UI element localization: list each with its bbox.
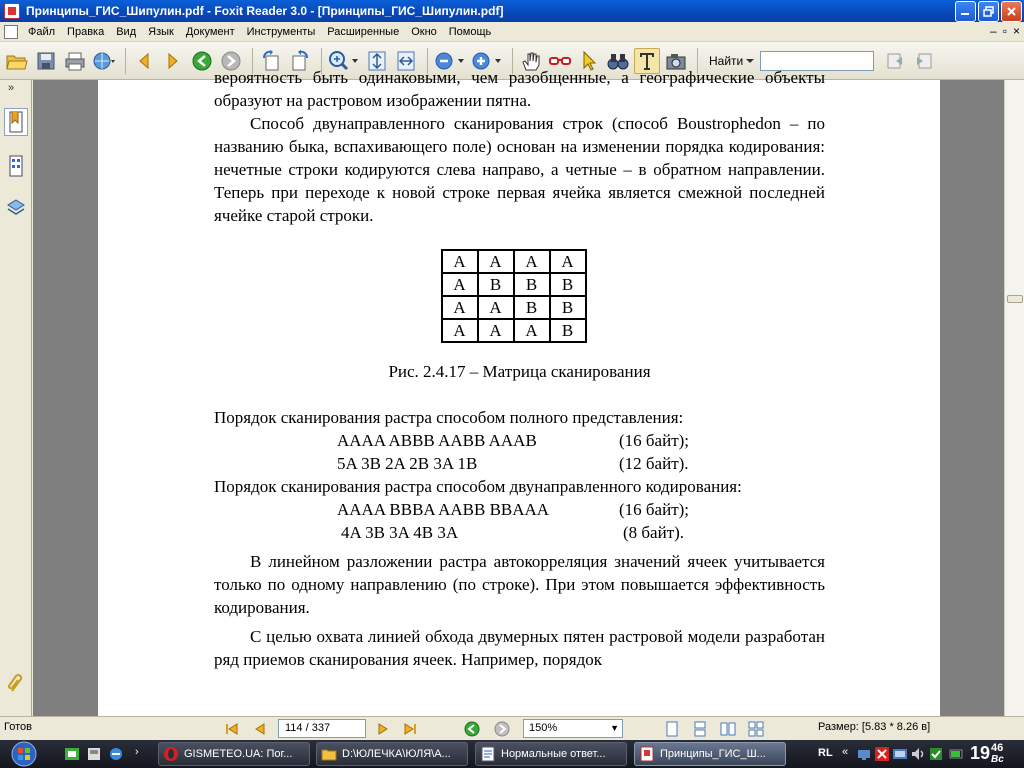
quicklaunch-more-icon[interactable]: ›: [135, 746, 139, 758]
foxit-app-icon[interactable]: [4, 3, 20, 19]
continuous-view-button[interactable]: [692, 721, 708, 737]
previous-page-button[interactable]: [131, 48, 157, 74]
doc-close-icon[interactable]: ×: [1012, 24, 1020, 38]
quicklaunch-ie-icon[interactable]: [108, 746, 124, 762]
folder-icon: [321, 746, 337, 762]
chevron-down-icon: ▼: [610, 723, 619, 733]
single-page-view-button[interactable]: [664, 721, 680, 737]
paperclip-icon: [6, 673, 26, 695]
find-dropdown-icon[interactable]: [746, 57, 754, 65]
vertical-scrollbar[interactable]: [1004, 80, 1024, 716]
close-icon: [1006, 6, 1017, 17]
status-bar: [0, 716, 1024, 740]
scrollbar-thumb[interactable]: [1007, 295, 1023, 303]
scan-sequence-line: [214, 429, 825, 452]
print-button[interactable]: [62, 48, 88, 74]
facing-view-button[interactable]: [720, 721, 736, 737]
matrix-cell: B: [514, 273, 550, 296]
windows-start-icon: [10, 740, 38, 768]
page-content: [214, 66, 825, 671]
byte-count: (16 байт);: [619, 431, 690, 450]
clock-hours: 19: [970, 743, 991, 763]
matrix-cell: B: [478, 273, 514, 296]
paragraph: Порядок сканирования растра способом полного представления:: [214, 408, 684, 427]
status-text: Готов: [4, 721, 32, 733]
start-button[interactable]: [4, 740, 44, 768]
find-next-button[interactable]: [911, 48, 937, 74]
taskbar-item-word[interactable]: Нормальные ответ...: [475, 742, 627, 766]
foxit-reader-icon: [639, 746, 655, 762]
restore-icon: [983, 6, 994, 17]
doc-restore-icon[interactable]: ▫: [1002, 24, 1007, 38]
save-button[interactable]: [33, 48, 59, 74]
find-label: Найти: [709, 53, 744, 68]
pages-tab[interactable]: [4, 152, 28, 180]
scan-sequence-line: [214, 521, 825, 544]
matrix-cell: A: [442, 250, 478, 273]
status-forward-button[interactable]: [494, 721, 510, 737]
scan-sequence-line: [214, 498, 825, 521]
scan-sequence: 5A 3B 2A 2B 3A 1B: [337, 454, 478, 473]
tray-volume-icon[interactable]: [910, 746, 926, 762]
table-row: [442, 273, 586, 296]
close-button[interactable]: [1001, 1, 1022, 22]
byte-count: (8 байт).: [623, 523, 685, 542]
bookmark-icon: [8, 111, 24, 133]
matrix-cell: B: [550, 319, 586, 342]
document-window-controls: [990, 24, 1020, 38]
toolbar-separator: [125, 48, 126, 74]
scan-sequence: AAAA ABBB AABB AAAB: [337, 431, 537, 450]
matrix-cell: A: [442, 319, 478, 342]
find-previous-button[interactable]: [882, 48, 908, 74]
email-button[interactable]: [91, 48, 117, 74]
page-number-field[interactable]: 114 / 337: [278, 719, 366, 738]
globe-email-icon: [92, 51, 116, 71]
continuous-page-icon: [693, 721, 707, 737]
tray-security-icon[interactable]: [928, 746, 944, 762]
paragraph: С целью охвата линией обхода двумерных пятен растровой модели разработан ряд приемов сканирования ячеек. Например, порядок: [214, 627, 825, 669]
opera-icon: [163, 746, 179, 762]
matrix-cell: A: [442, 296, 478, 319]
navigation-pane: [0, 80, 32, 716]
clock-day: Вс: [991, 754, 1004, 765]
tray-expand-icon[interactable]: «: [842, 746, 849, 758]
taskbar-item-folder[interactable]: D:\ЮЛЕЧКА\ЮЛЯ\А...: [316, 742, 468, 766]
scan-sequence-line: [214, 452, 825, 475]
quicklaunch-app-icon[interactable]: [64, 746, 80, 762]
menu-language[interactable]: Язык: [148, 25, 174, 38]
bookmarks-tab[interactable]: [4, 108, 28, 136]
scanning-matrix: [441, 249, 587, 343]
menu-window[interactable]: Окно: [411, 25, 437, 38]
last-page-button[interactable]: [402, 721, 418, 737]
table-row: [442, 250, 586, 273]
menu-bar: [0, 22, 1024, 42]
paragraph: Порядок сканирования растра способом двунаправленного кодирования:: [214, 477, 742, 496]
attachments-tab[interactable]: [4, 670, 28, 698]
back-circle-icon: [464, 721, 480, 737]
first-page-button[interactable]: [224, 721, 240, 737]
restore-button[interactable]: [978, 1, 999, 22]
matrix-cell: A: [550, 250, 586, 273]
menu-help[interactable]: Помощь: [448, 25, 492, 38]
forward-circle-icon: [494, 721, 510, 737]
paragraph: Способ двунаправленного сканирования строк (способ Boustrophedon – по названию быка, вспахивающего поле) основан на изменении порядка кодирования: нечетные строки кодируются слева направо, а четные – в обратном направлении. Теперь при переходе к новой строке первая ячейка является смежной последней ячейке старой строки.: [214, 114, 825, 225]
menu-view[interactable]: Вид: [116, 25, 137, 38]
menu-advanced[interactable]: Расширенные: [327, 25, 400, 38]
continuous-facing-view-button[interactable]: [748, 721, 764, 737]
zoom-level-value: 150%: [529, 722, 558, 734]
save-disk-icon: [36, 51, 56, 71]
tray-antivirus-icon[interactable]: [874, 746, 890, 762]
paragraph: В линейном разложении растра автокорреляция значений ячеек учитывается только по одному направлению (по строке). При этом повышается эффективность кодирования.: [214, 552, 825, 617]
arrow-right-icon: [165, 52, 181, 70]
clock-minutes: 46: [991, 742, 1004, 754]
layers-icon: [6, 197, 26, 219]
matrix-cell: A: [478, 250, 514, 273]
tray-monitor-icon[interactable]: [892, 746, 908, 762]
layers-tab[interactable]: [4, 194, 28, 222]
tray-network-icon[interactable]: [856, 746, 872, 762]
arrow-left-icon: [136, 52, 152, 70]
find-next-icon: [914, 51, 934, 71]
minimize-icon: [960, 6, 971, 17]
page-size-text: Размер: [5.83 * 8.26 в]: [818, 721, 931, 733]
document-icon: [480, 746, 496, 762]
byte-count: (12 байт).: [619, 454, 689, 473]
scan-sequence: 4A 3B 3A 4B 3A: [341, 523, 459, 542]
document-menu-icon[interactable]: [4, 25, 18, 39]
first-page-icon: [225, 722, 239, 736]
pdf-page: [98, 68, 940, 716]
title-bar: [0, 0, 1024, 22]
minimize-button[interactable]: [955, 1, 976, 22]
last-page-icon: [403, 722, 417, 736]
matrix-cell: B: [550, 296, 586, 319]
input-language-indicator[interactable]: RL: [818, 747, 833, 759]
table-row: [442, 296, 586, 319]
previous-page-icon: [253, 722, 267, 736]
single-page-icon: [665, 721, 679, 737]
matrix-cell: A: [478, 296, 514, 319]
menu-file[interactable]: Файл: [28, 25, 56, 38]
tray-battery-icon[interactable]: [948, 746, 964, 762]
expand-pane-icon[interactable]: »: [8, 82, 15, 94]
menu-tools[interactable]: Инструменты: [246, 25, 316, 38]
status-next-page-button[interactable]: [375, 721, 391, 737]
next-page-icon: [376, 722, 390, 736]
system-clock[interactable]: [970, 743, 1004, 765]
open-button[interactable]: [4, 48, 30, 74]
paragraph: вероятность быть одинаковыми, чем разобщенные, а географические объекты образуют на растровом изображении пятна.: [214, 68, 825, 110]
taskbar-item-opera[interactable]: GISMETEO.UA: Пог...: [158, 742, 310, 766]
printer-icon: [64, 51, 86, 71]
page-thumbnails-icon: [8, 155, 24, 177]
status-previous-page-button[interactable]: [252, 721, 268, 737]
table-row: [442, 319, 586, 342]
status-back-button[interactable]: [464, 721, 480, 737]
matrix-cell: A: [514, 319, 550, 342]
quicklaunch-shield-icon[interactable]: [86, 746, 102, 762]
zoom-level-select[interactable]: [523, 719, 623, 738]
next-page-button[interactable]: [160, 48, 186, 74]
doc-minimize-icon[interactable]: –: [990, 24, 997, 38]
matrix-cell: A: [478, 319, 514, 342]
taskbar: [0, 740, 1024, 768]
open-folder-icon: [6, 51, 28, 71]
go-back-button[interactable]: [189, 48, 215, 74]
matrix-cell: B: [514, 296, 550, 319]
menu-document[interactable]: Документ: [185, 25, 235, 38]
matrix-cell: B: [550, 273, 586, 296]
window-title: Принципы_ГИС_Шипулин.pdf - Foxit Reader 3.0 - [Принципы_ГИС_Шипулин.pdf]: [26, 4, 504, 18]
facing-pages-icon: [720, 721, 736, 737]
back-circle-icon: [191, 50, 213, 72]
continuous-facing-icon: [748, 721, 764, 737]
byte-count: (16 байт);: [619, 500, 690, 519]
find-previous-icon: [885, 51, 905, 71]
matrix-cell: A: [514, 250, 550, 273]
taskbar-item-foxit[interactable]: Принципы_ГИС_Ш...: [634, 742, 786, 766]
scan-sequence: AAAA BBBA AABB BBAAA: [337, 500, 550, 519]
window-controls: [955, 1, 1022, 22]
menu-edit[interactable]: Правка: [67, 25, 105, 38]
matrix-cell: A: [442, 273, 478, 296]
document-viewport[interactable]: [33, 68, 1004, 716]
figure-caption: Рис. 2.4.17 – Матрица сканирования: [388, 362, 651, 381]
